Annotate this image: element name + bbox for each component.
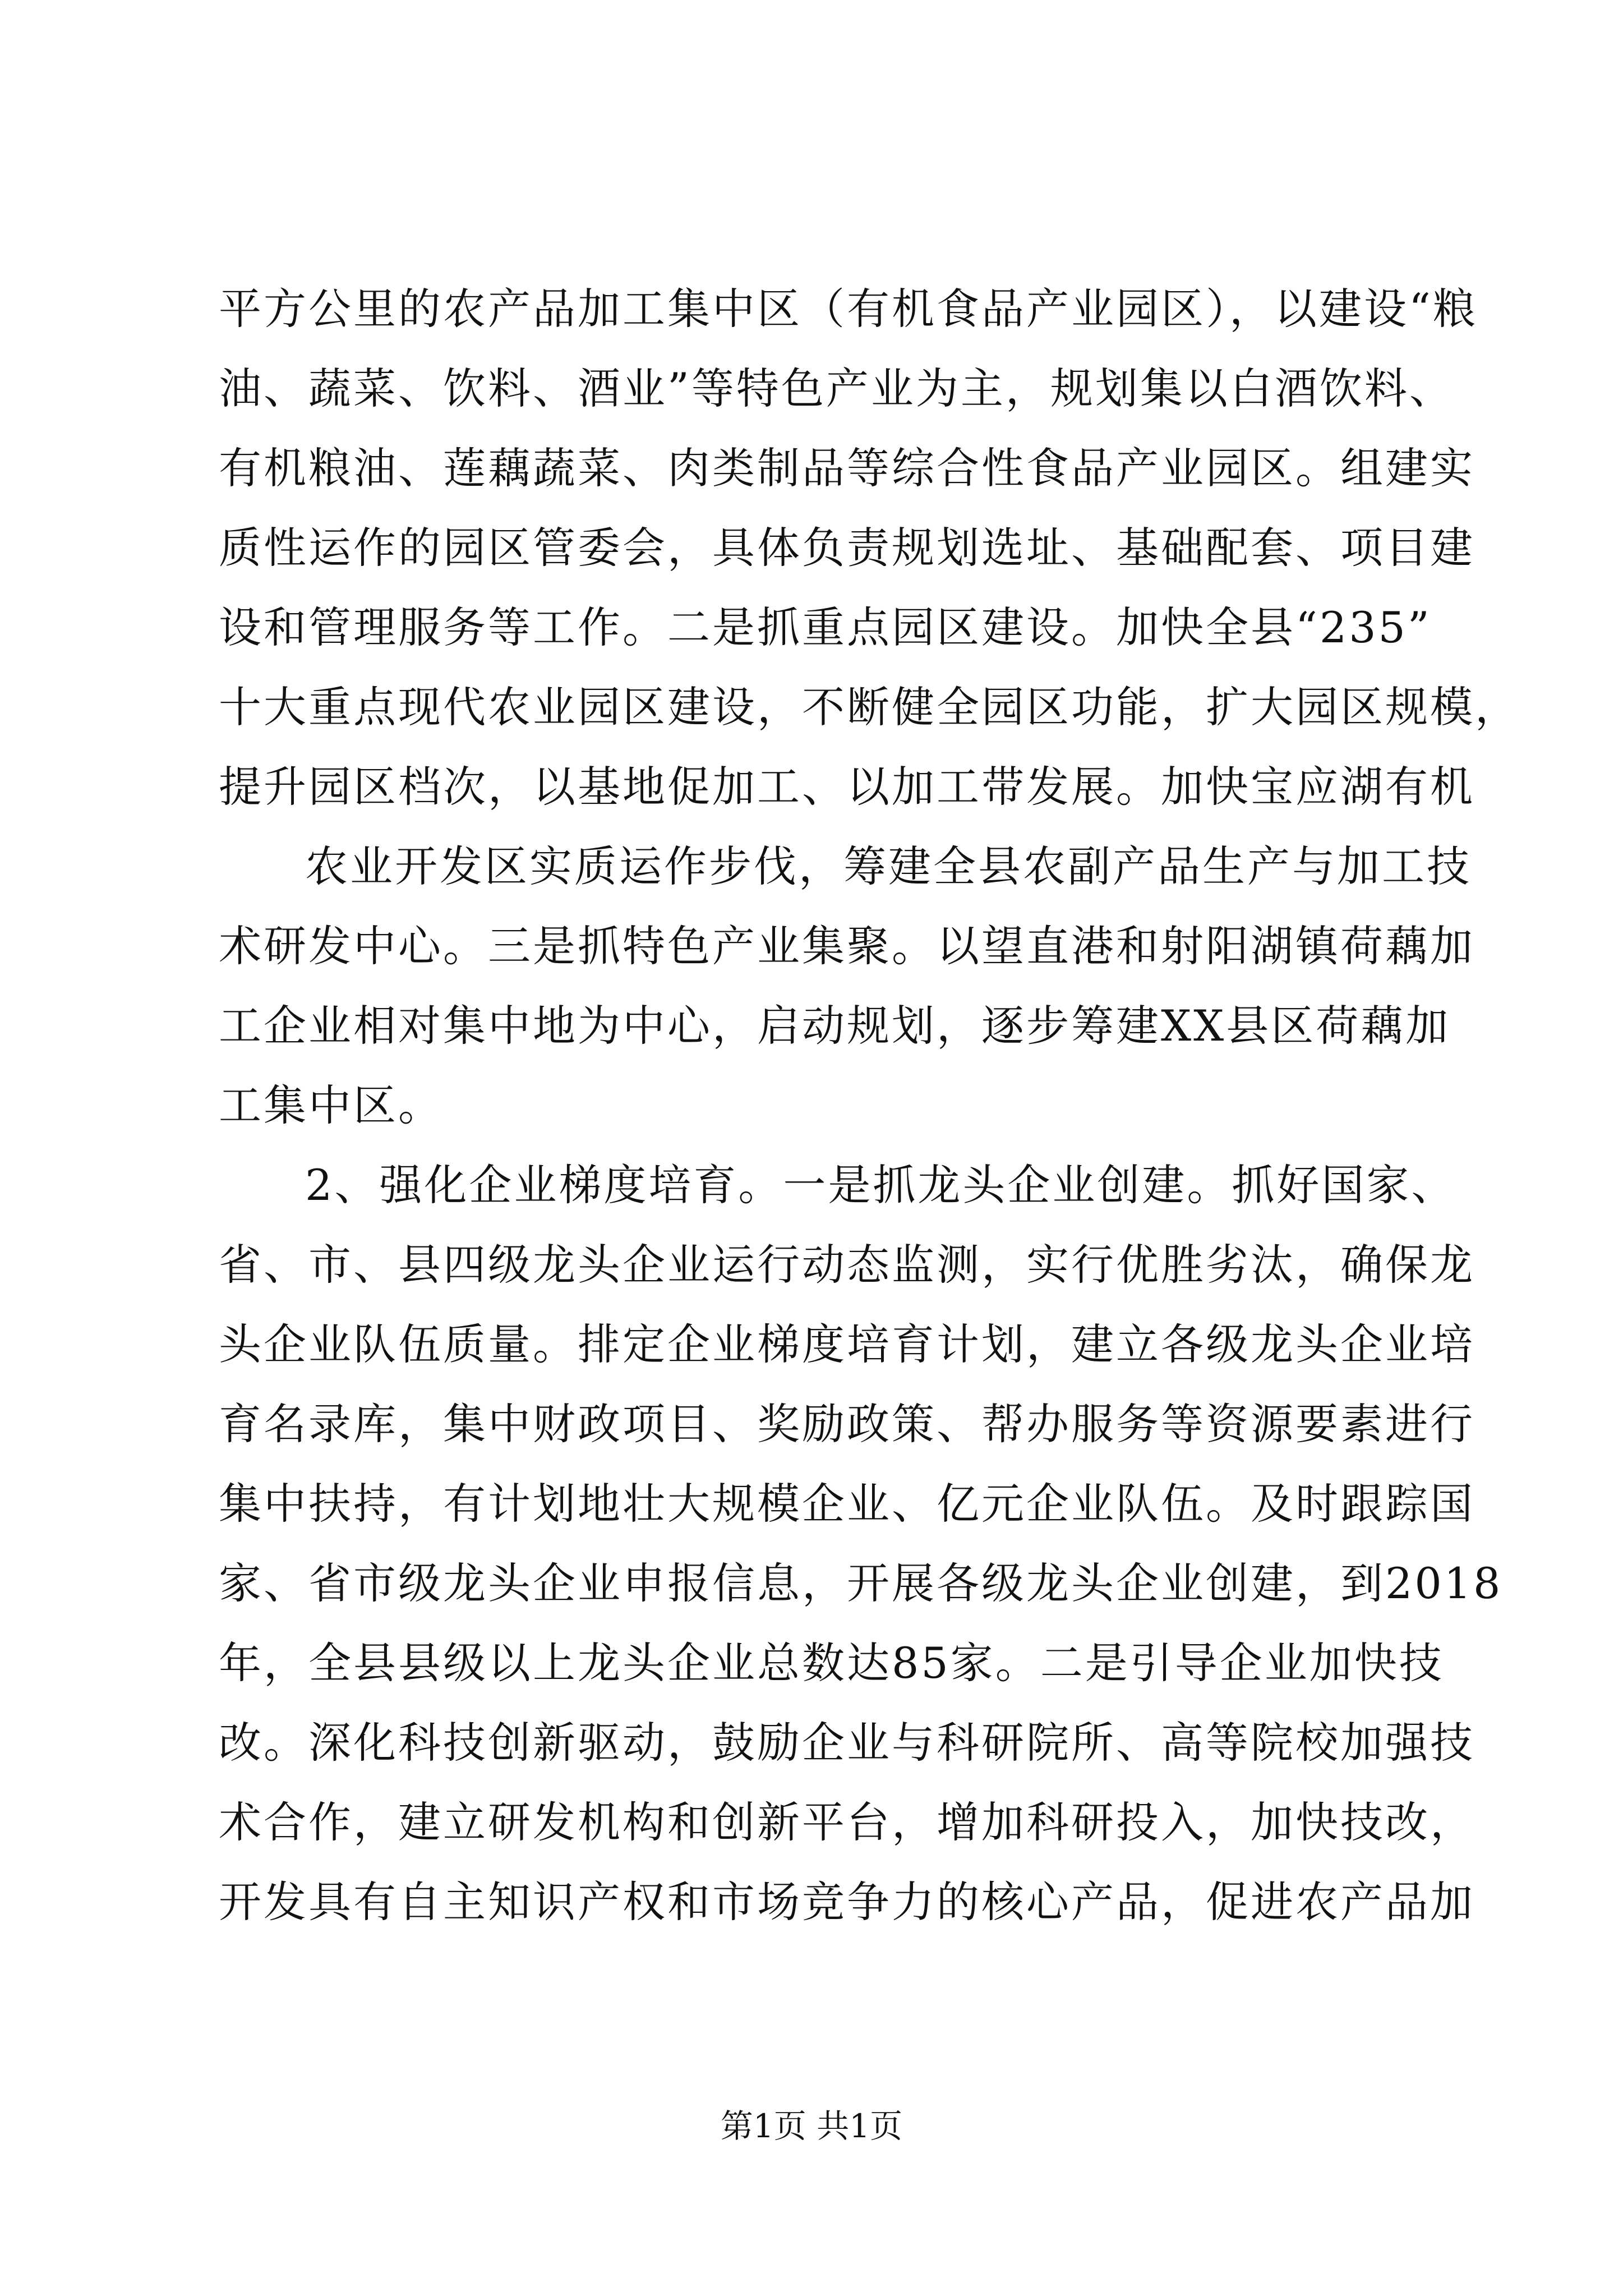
text-line: 有机粮油、莲藕蔬菜、肉类制品等综合性食品产业园区。组建实 xyxy=(219,443,1475,493)
text-line: 油、蔬菜、饮料、酒业”等特色产业为主，规划集以白酒饮料、 xyxy=(219,364,1454,413)
text-line: 集中扶持，有计划地壮大规模企业、亿元企业队伍。及时跟踪国 xyxy=(219,1479,1475,1529)
text-line: 改。深化科技创新驱动，鼓励企业与科研院所、高等院校加强技 xyxy=(219,1718,1475,1768)
text-line: 家、省市级龙头企业申报信息，开展各级龙头企业创建，到2018 xyxy=(219,1558,1503,1608)
text-line: 工企业相对集中地为中心，启动规划，逐步筹建XX县区荷藕加 xyxy=(219,1001,1451,1051)
text-line: 平方公里的农产品加工集中区（有机食品产业园区），以建设“粮 xyxy=(219,284,1478,334)
text-line: 十大重点现代农业园区建设，不断健全园区功能，扩大园区规模， xyxy=(219,682,1520,732)
text-line: 农业开发区实质运作步伐，筹建全县农副产品生产与加工技 xyxy=(305,841,1472,891)
text-line: 提升园区档次，以基地促加工、以加工带发展。加快宝应湖有机 xyxy=(219,762,1475,812)
text-line: 术研发中心。三是抓特色产业集聚。以望直港和射阳湖镇荷藕加 xyxy=(219,921,1475,971)
text-line: 开发具有自主知识产权和市场竞争力的核心产品，促进农产品加 xyxy=(219,1877,1475,1927)
text-line: 术合作，建立研发机构和创新平台，增加科研投入，加快技改， xyxy=(219,1797,1475,1847)
page-footer: 第1页 共1页 xyxy=(720,2107,903,2145)
text-line: 年，全县县级以上龙头企业总数达85家。二是引导企业加快技 xyxy=(219,1638,1444,1688)
text-line: 设和管理服务等工作。二是抓重点园区建设。加快全县“235” xyxy=(219,602,1432,652)
body-text xyxy=(219,269,1520,1942)
text-line: 质性运作的园区管委会，具体负责规划选址、基础配套、项目建 xyxy=(219,523,1475,573)
text-line: 省、市、县四级龙头企业运行动态监测，实行优胜劣汰，确保龙 xyxy=(219,1240,1475,1290)
text-line: 育名录库，集中财政项目、奖励政策、帮办服务等资源要素进行 xyxy=(219,1399,1475,1449)
text-line: 2、强化企业梯度培育。一是抓龙头企业创建。抓好国家、 xyxy=(305,1160,1456,1210)
text-line: 头企业队伍质量。排定企业梯度培育计划，建立各级龙头企业培 xyxy=(219,1319,1475,1369)
text-line: 工集中区。 xyxy=(219,1080,443,1130)
